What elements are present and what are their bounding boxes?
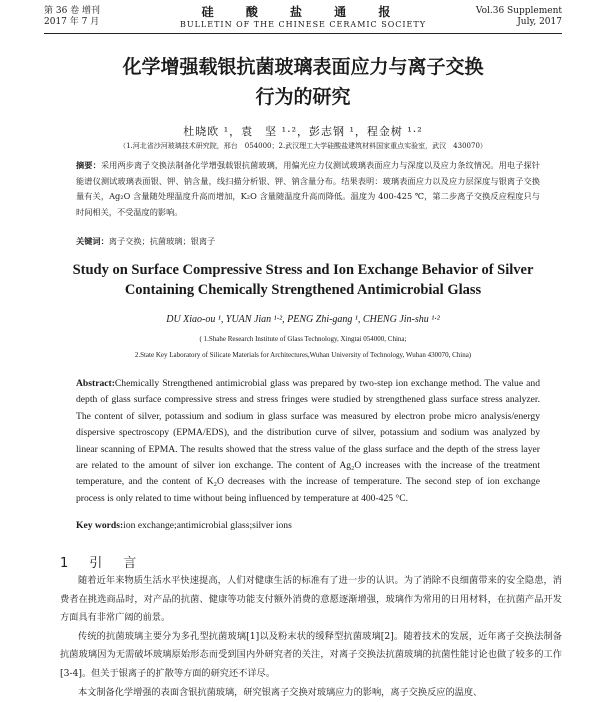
header-right [476, 6, 562, 28]
journal-name-cn: 硅 酸 盐 通 报 [201, 5, 405, 19]
volume-en: Vol.36 Supplement [475, 6, 562, 16]
date-cn: 2017 年 7 月 [44, 17, 100, 27]
keywords-en-text: ion exchange;antimicrobial glass;silver ions [123, 520, 292, 531]
title-en-line1: Study on Surface Compressive Stress and Ion Exchange Behavior of Silver [72, 262, 534, 278]
abstract-en-label: Abstract: [76, 378, 115, 389]
title-cn-line1: 化学增强载银抗菌玻璃表面应力与离子交换 [122, 56, 484, 78]
affiliation-cn: （1.河北省沙河玻璃技术研究院，邢台 054000；2.武汉理工大学硅酸盐建筑材料国家重点实验室，武汉 430070） [119, 142, 487, 150]
date-en: July, 2017 [517, 17, 562, 27]
volume-cn: 第 36 卷 增刊 [44, 6, 101, 16]
keywords-cn [76, 236, 540, 247]
title-en-line2: Containing Chemically Strengthened Antimicrobial Glass [124, 282, 482, 298]
keywords-en [76, 520, 540, 531]
keywords-en-label: Key words: [76, 520, 124, 531]
journal-name-en: BULLETIN OF THE CHINESE CERAMIC SOCIETY [180, 20, 426, 29]
header-rule [44, 33, 562, 34]
abstract-cn-text: 采用两步离子交换法制备化学增强载银抗菌玻璃，用偏光应力仪测试玻璃表面应力与深度以及应力条纹情况。用电子探针能谱仪测试玻璃表面银、钾、钠含量，线扫描分析银、钾、钠含量分布。结果表明：玻璃表面应力以及应力层深度与银离子交换量有关，Ag₂O 含量随处理温度升高而增加，K₂O 含量随温度升高而降低。温度为 400-425 ℃，第二步离子交换反应程度只与时间相关，不受温度的影响。 [76, 160, 540, 217]
abstract-en-text: Chemically Strengthened antimicrobial glass was prepared by two-step ion exchange method. The value and depth of glass surface compressive stress and stress fringes were studied by strengthened glass surface stress analyzer. The content of silver, potassium and sodium in glass surface was measured by electron probe micro analysis/energy dispersive spectroscopy (EPMA/EDS), and the distribution curve of silver, potassium and sodium was analyzed by linear scanning of EPMA. The results showed that the stress value of the glass surface and the depth of the stress layer are related to the amount of silver ion exchange. The content of Ag₂O increases with the increase of the treatment temperature, and the content of K₂O decreases with the increase of temperature. The second step of ion exchange process is only related to time without being influenced by temperature at 400-425 °C. [76, 378, 540, 504]
authors-en: DU Xiao-ou ¹, YUAN Jian ¹·², PENG Zhi-gang ¹, CHENG Jin-shu ¹·² [166, 314, 440, 325]
keywords-cn-label: 关键词： [76, 236, 109, 246]
intro-paragraph-2: 传统的抗菌玻璃主要分为多孔型抗菌玻璃[1]以及粉末状的缓释型抗菌玻璃[2]。随着技术的发展，近年离子交换法制备抗菌玻璃因为无需破坏玻璃原始形态而受到国内外研究者的关注，对离子交换法抗菌玻璃的抗菌性能讨论也做了较多的工作[3-4]。但关于银离子的扩散等方面的研究还不详尽。 [60, 630, 562, 679]
running-header [44, 6, 562, 34]
abstract-cn [76, 158, 540, 220]
abstract-cn-label: 摘要： [76, 160, 101, 170]
paper-title-cn [44, 52, 562, 112]
section-1-heading: 1 引 言 [60, 556, 141, 571]
affiliation-en-1: ( 1.Shahe Research Institute of Glass Technology, Xingtai 054000, China; [199, 335, 407, 343]
intro-paragraph-3: 本文制备化学增强的表面含银抗菌玻璃，研究银离子交换对玻璃应力的影响，离子交换反应的温度、 [78, 686, 483, 698]
intro-paragraph-1: 随着近年来物质生活水平快速提高，人们对健康生活的标准有了进一步的认识。为了消除不良细菌带来的安全隐患，消费者在挑选商品时，对产品的抗菌、健康等功能支付额外消费的意愿逐渐增强，玻璃作为常用的日用材料，在抗菌产品开发方面具有非常广阔的前景。 [60, 575, 562, 624]
intro-body [60, 572, 562, 702]
affiliation-en-2: 2.State Key Laboratory of Silicate Materials for Architectures,Wuhan University of Technology, Wuhan 430070, China) [134, 351, 472, 359]
title-cn-line2: 行为的研究 [255, 86, 351, 108]
authors-cn: 杜晓欧 ¹，袁 坚 ¹·²，彭志钢 ¹，程金树 ¹·² [183, 125, 423, 138]
paper-title-en [44, 260, 562, 300]
abstract-en [76, 376, 540, 507]
keywords-cn-text: 离子交换；抗菌玻璃；银离子 [108, 236, 216, 246]
